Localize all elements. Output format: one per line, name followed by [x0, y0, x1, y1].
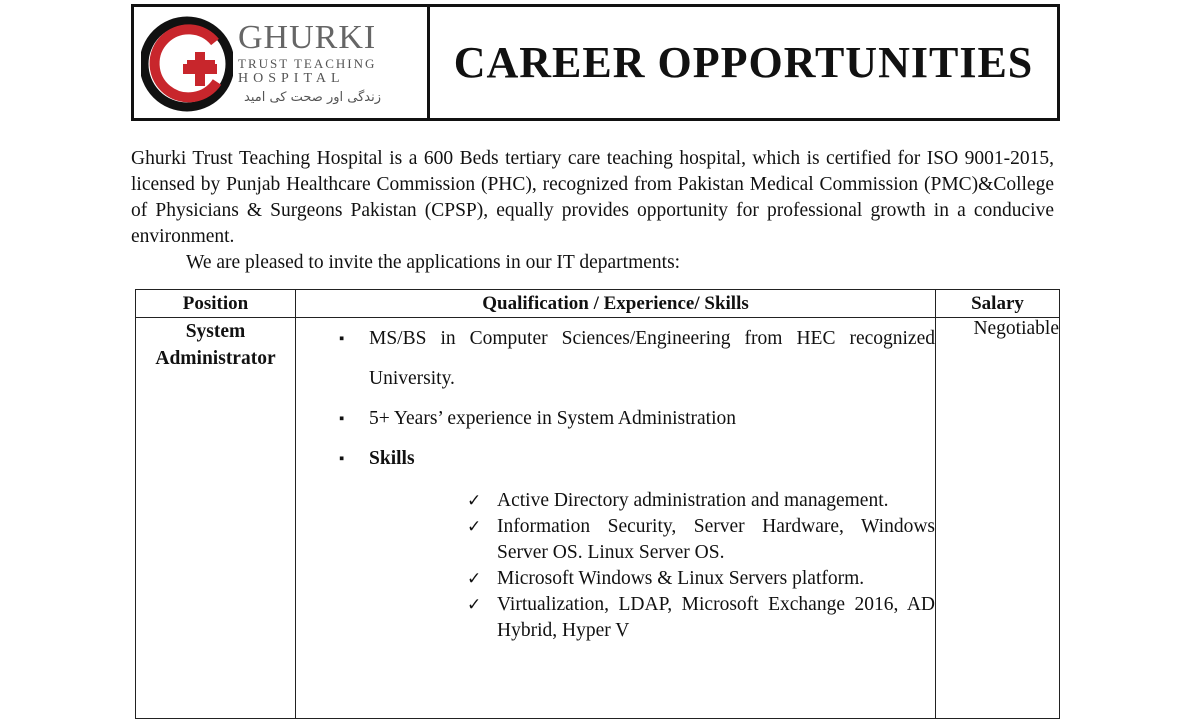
- table-row: [136, 318, 1060, 719]
- logo-name: GHURKI: [238, 19, 377, 56]
- position-line-2: Administrator: [155, 348, 276, 369]
- skill-item: ✓ Information Security, Server Hardware, Windows Server OS. Linux Server OS.: [369, 514, 935, 566]
- skill-item: ✓ Active Directory administration and management.: [369, 488, 935, 514]
- table-header-row: [136, 290, 1060, 318]
- intro-paragraph: Ghurki Trust Teaching Hospital is a 600 Beds tertiary care teaching hospital, which is certified for ISO 9001-2015, licensed by Punjab Healthcare Commission (PHC), recognized from Pakistan Medical Commission (PMC)&College of Physicians & Surgeons Pakistan (CPSP), equally provides opportunity for professional growth in a conducive environment.: [131, 148, 1054, 247]
- list-item: ▪ 5+ Years’ experience in System Administration: [296, 399, 935, 439]
- skills-heading: Skills: [369, 448, 415, 469]
- header-salary: Salary: [936, 290, 1060, 318]
- page-title: CAREER OPPORTUNITIES: [453, 37, 1034, 87]
- skill-item: ✓ Virtualization, LDAP, Microsoft Exchange 2016, AD Hybrid, Hyper V: [369, 592, 935, 644]
- logo-subtitle-2: HOSPITAL: [238, 71, 345, 86]
- header-box: [131, 4, 1060, 121]
- invite-line: We are pleased to invite the applications in our IT departments:: [186, 252, 681, 273]
- hospital-logo-icon: [141, 12, 233, 112]
- skill-item: ✓ Microsoft Windows & Linux Servers platform.: [369, 566, 935, 592]
- jobs-table: [135, 289, 1060, 719]
- logo-urdu-tagline: زندگی اور صحت کی امید: [244, 90, 381, 105]
- skills-list: [369, 488, 935, 644]
- qualification-list: [296, 318, 935, 644]
- skills-item: [296, 439, 935, 644]
- logo-cell: [134, 7, 430, 118]
- header-position: Position: [136, 290, 296, 318]
- position-line-1: System: [185, 321, 246, 342]
- skills-wrap: [369, 488, 935, 644]
- qualification-cell: [296, 318, 936, 719]
- list-item: ▪ MS/BS in Computer Sciences/Engineering from HEC recognized University.: [296, 318, 935, 399]
- position-cell: [136, 318, 296, 719]
- logo-subtitle-1: TRUST TEACHING: [238, 56, 377, 71]
- salary-cell: Negotiable: [936, 318, 1060, 719]
- title-cell: [430, 7, 1057, 118]
- header-qualification: Qualification / Experience/ Skills: [296, 290, 936, 318]
